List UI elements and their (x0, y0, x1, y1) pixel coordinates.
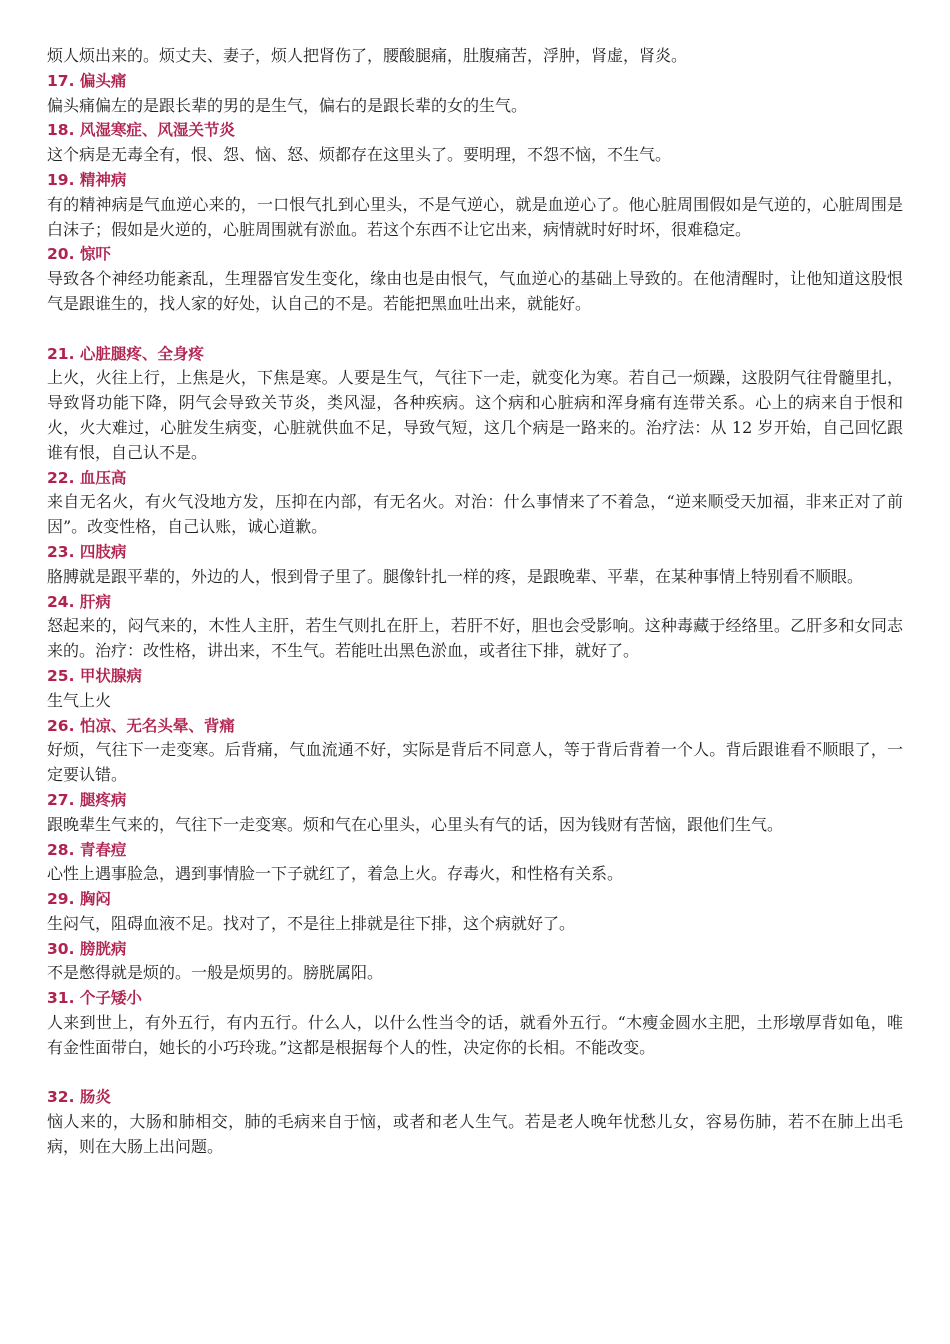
section-heading: 22. 血压高 (47, 468, 127, 487)
section-body: 怒起来的，闷气来的，木性人主肝，若生气则扎在肝上，若肝不好，胆也会受影响。这种毒藏于经络里。乙肝多和女同志来的。治疗：改性格，讲出来，不生气。若能吐出黑色淤血，或者往下排，就好了。 (47, 616, 903, 661)
section-heading: 20. 惊吓 (47, 245, 111, 264)
section-heading: 23. 四肢病 (47, 542, 127, 561)
document-page (47, 44, 903, 1160)
section (47, 714, 903, 788)
section-body: 偏头痛偏左的是跟长辈的男的是生气，偏右的是跟长辈的女的生气。 (47, 95, 528, 115)
section-body: 上火，火往上行，上焦是火，下焦是寒。人要是生气，气往下一走，就变化为寒。若自己一烦躁，这股阴气往骨髓里扎，导致肾功能下降，阴气会导致关节炎，类风湿，各种疾病。这个病和心脏病和浑身痛有连带关系。心上的病来自于恨和火，火大难过，心脏发生病变，心脏就供血不足，导致气短，这几个病是一路来的。治疗法：从 12 岁开始，自己回忆跟谁有恨，自己认不是。 (47, 368, 903, 462)
section (47, 788, 903, 838)
section (47, 1085, 903, 1159)
section-body: 胳膊就是跟平辈的，外边的人，恨到骨子里了。腿像针扎一样的疼，是跟晚辈、平辈，在某种事情上特别看不顺眼。 (47, 566, 864, 586)
section-body: 生气上火 (47, 690, 112, 710)
section-body: 有的精神病是气血逆心来的，一口恨气扎到心里头，不是气逆心，就是血逆心了。他心脏周围假如是气逆的，心脏周围是白沫子；假如是火逆的，心脏周围就有淤血。若这个东西不让它出来，病情就时好时坏，很难稳定。 (47, 194, 903, 239)
section-body: 好烦，气往下一走变寒。后背痛，气血流通不好，实际是背后不同意人，等于背后背着一个人。背后跟谁看不顺眼了，一定要认错。 (47, 740, 903, 785)
section (47, 590, 903, 664)
intro-paragraph: 烦人烦出来的。烦丈夫、妻子，烦人把肾伤了，腰酸腿痛，肚腹痛苦，浮肿，肾虚，肾炎。 (47, 46, 688, 65)
section (47, 664, 903, 714)
sections-list (47, 69, 903, 1160)
section-heading: 32. 肠炎 (47, 1088, 111, 1107)
section-body: 心性上遇事脸急，遇到事情脸一下子就红了，着急上火。存毒火，和性格有关系。 (47, 864, 624, 884)
section (47, 342, 903, 466)
section-heading: 31. 个子矮小 (47, 989, 142, 1008)
section (47, 986, 903, 1060)
section-heading: 21. 心脏腿疼、全身疼 (47, 344, 204, 363)
section (47, 937, 903, 987)
section-body: 不是憋得就是烦的。一般是烦男的。膀胱属阳。 (47, 963, 384, 983)
section (47, 168, 903, 242)
section-body: 恼人来的，大肠和肺相交，肺的毛病来自于恼，或者和老人生气。若是老人晚年忧愁儿女，容易伤肺，若不在肺上出毛病，则在大肠上出问题。 (47, 1112, 903, 1157)
section-heading: 28. 青春痘 (47, 840, 127, 859)
section-body: 导致各个神经功能紊乱，生理器官发生变化，缘由也是由恨气，气血逆心的基础上导致的。在他清醒时，让他知道这股恨气是跟谁生的，找人家的好处，认自己的不是。若能把黑血吐出来，就能好。 (47, 269, 903, 313)
section-body: 人来到世上，有外五行，有内五行。什么人，以什么性当令的话，就看外五行。“木瘦金圆水主肥，土形墩厚背如龟，唯有金性面带白，她长的小巧玲珑。”这都是根据每个人的性，决定你的长相。不能改变。 (47, 1013, 903, 1057)
section-body: 跟晚辈生气来的，气往下一走变寒。烦和气在心里头，心里头有气的话，因为钱财有苦恼，跟他们生气。 (47, 814, 784, 834)
section-heading: 17. 偏头痛 (47, 71, 127, 90)
section-heading: 25. 甲状腺病 (47, 666, 142, 685)
section-heading: 29. 胸闷 (47, 890, 111, 909)
section (47, 466, 903, 540)
section (47, 69, 903, 119)
section-body: 生闷气，阻碍血液不足。找对了，不是往上排就是往下排，这个病就好了。 (47, 913, 576, 933)
section (47, 540, 903, 590)
section-heading: 19. 精神病 (47, 170, 127, 189)
section-heading: 27. 腿疼病 (47, 790, 127, 809)
section (47, 838, 903, 888)
section (47, 887, 903, 937)
section-gap (47, 1061, 903, 1086)
section-gap (47, 317, 903, 342)
section (47, 118, 903, 168)
section-heading: 18. 风湿寒症、风湿关节炎 (47, 121, 235, 140)
section-body: 来自无名火，有火气没地方发，压抑在内部，有无名火。对治：什么事情来了不着急，“逆来顺受天加福，非来正对了前因”。改变性格，自己认账，诚心道歉。 (47, 492, 903, 537)
section-heading: 24. 肝病 (47, 592, 111, 611)
section-heading: 30. 膀胱病 (47, 939, 127, 958)
section-body: 这个病是无毒全有，恨、怨、恼、怒、烦都存在这里头了。要明理，不怨不恼，不生气。 (47, 145, 672, 165)
section (47, 242, 903, 316)
section-heading: 26. 怕凉、无名头晕、背痛 (47, 716, 235, 735)
